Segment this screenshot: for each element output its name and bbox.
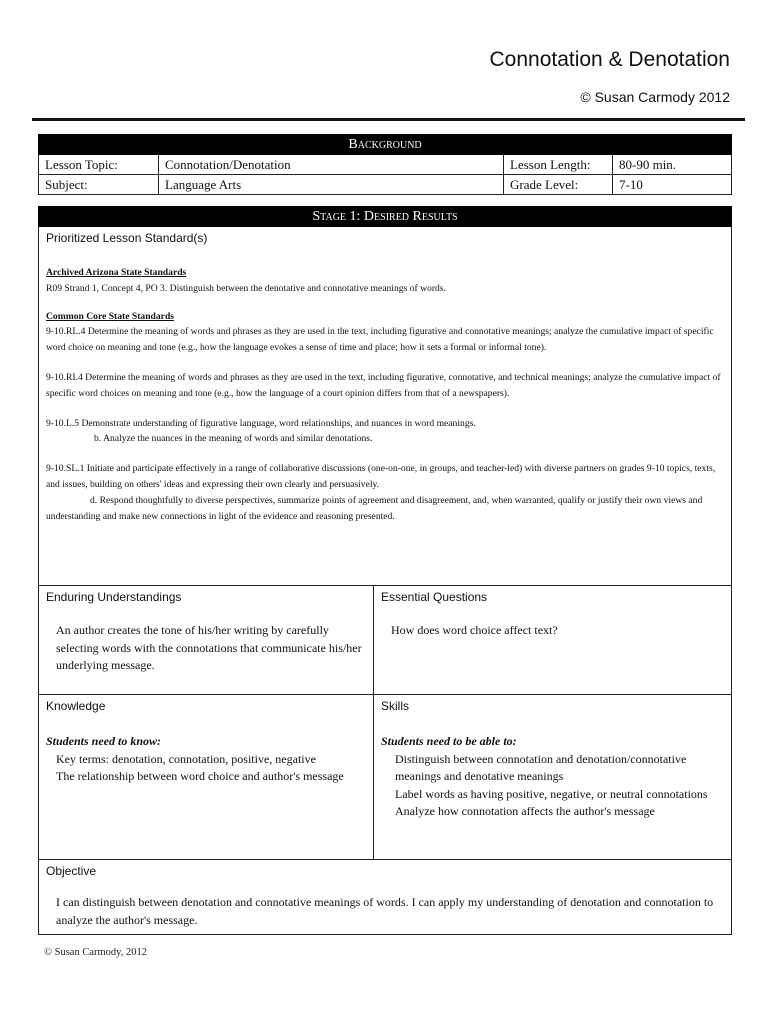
lesson-topic-label: Lesson Topic: — [39, 155, 159, 175]
objective-title: Objective — [46, 864, 97, 878]
essential-cell — [374, 586, 732, 695]
grade-level-label: Grade Level: — [504, 175, 613, 195]
enduring-text: An author creates the tone of his/her writing by carefully selecting words with the connotations that communicate his/her underlying message. — [56, 623, 362, 672]
knowledge-intro: Students need to know: — [46, 734, 162, 748]
archived-standard-text: R09 Strand 1, Concept 4, PO 3. Distinguish between the denotative and connotative meanings of words. — [46, 282, 446, 294]
skills-item: Distinguish between connotation and denotation/connotative meanings and denotative meanings — [395, 751, 687, 783]
ccss-l5b: b. Analyze the nuances in the meaning of words and similar denotations. — [94, 433, 373, 445]
archived-standards-title: Archived Arizona State Standards — [46, 267, 187, 278]
ccss-ri4: 9-10.RI.4 Determine the meaning of words and phrases as they are used in the text, including figurative, connotative, and technical meanings; analyze the cumulative impact of specific word choices on meaning and tone (e.g., how the language of a court opinion differs from that of a newspapers). — [46, 371, 721, 399]
header-rule — [32, 118, 745, 121]
background-band: Background — [39, 135, 732, 155]
knowledge-item: Key terms: denotation, connotation, positive, negative — [56, 751, 316, 766]
knowledge-item: The relationship between word choice and author's message — [56, 769, 344, 783]
lesson-length-value: 80-90 min. — [613, 155, 732, 175]
skills-cell — [374, 695, 732, 860]
ccss-sl1d: d. Respond thoughtfully to diverse perspectives, summarize points of agreement and disagreement, and, when warranted, qualify or justify their own views and understanding and make new connections in light of the evidence and reasoning presented. — [46, 494, 703, 522]
stage1-table — [38, 206, 732, 935]
lesson-length-label: Lesson Length: — [504, 155, 613, 175]
ccss-sl1: 9-10.SL.1 Initiate and participate effectively in a range of collaborative discussions (one-on-one, in groups, and teacher-led) with diverse partners on grades 9-10 topics, texts, and issues, building on others' ideas and expressing their own clearly and persuasively. — [46, 463, 716, 490]
essential-title: Essential Questions — [381, 590, 488, 604]
ccss-title: Common Core State Standards — [46, 310, 175, 322]
objective-cell — [39, 860, 732, 935]
objective-text: I can distinguish between denotation and connotative meanings of words. I can apply my understanding of denotation and connotation to analyze the author's message. — [56, 895, 714, 927]
essential-text: How does word choice affect text? — [391, 623, 558, 637]
background-table — [38, 134, 732, 195]
document-title: Connotation & Denotation — [489, 48, 730, 71]
enduring-title: Enduring Understandings — [46, 590, 182, 604]
skills-intro: Students need to be able to: — [381, 734, 517, 748]
standards-cell — [39, 227, 732, 586]
lesson-topic-value: Connotation/Denotation — [159, 155, 504, 175]
skills-item: Label words as having positive, negative, or neutral connotations — [395, 786, 708, 801]
ccss-rl4: 9-10.RL.4 Determine the meaning of words and phrases as they are used in the text, including figurative and connotative meanings; analyze the cumulative impact of specific word choice on meaning and tone (e.g., how the language evokes a sense of time and place; how it sets a formal or informal tone). — [46, 326, 714, 354]
ccss-l5: 9-10.L.5 Demonstrate understanding of figurative language, word relationships, and nuances in word meanings. — [46, 417, 476, 429]
subject-label: Subject: — [39, 175, 159, 195]
knowledge-cell — [39, 695, 374, 860]
grade-level-value: 7-10 — [613, 175, 732, 195]
footer-copyright: © Susan Carmody, 2012 — [44, 947, 147, 958]
skills-title: Skills — [381, 699, 410, 713]
stage1-band: Stage 1: Desired Results — [39, 207, 732, 227]
skills-item: Analyze how connotation affects the author's message — [395, 804, 655, 818]
subject-value: Language Arts — [159, 175, 504, 195]
standards-title: Prioritized Lesson Standard(s) — [46, 231, 208, 245]
knowledge-title: Knowledge — [46, 699, 106, 713]
enduring-cell — [39, 586, 374, 695]
header-copyright: © Susan Carmody 2012 — [580, 89, 730, 105]
